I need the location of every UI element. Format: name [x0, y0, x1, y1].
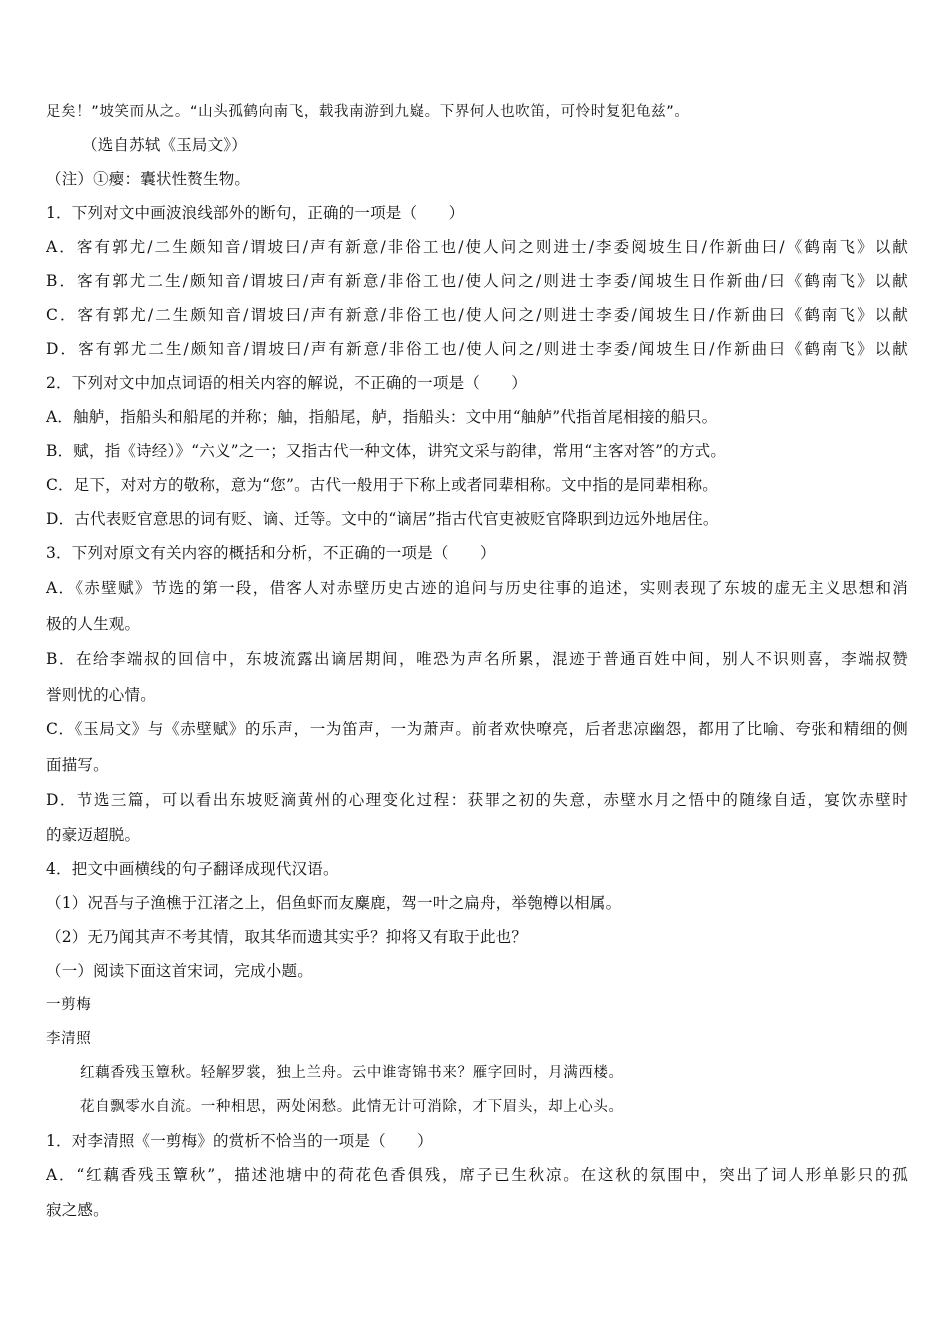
poem-stanza-2: 花自飘零水自流。一种相思，两处闲愁。此情无计可消除，才下眉头，却上心头。 — [80, 1099, 624, 1115]
question-3-option-c-line1: C．《玉局文》与《赤壁赋》的乐声，一为笛声，一为萧声。前者欢快嘹亮，后者悲凉幽怨，都用了比喻、夸张和精细的侧 — [46, 720, 908, 738]
question-1-stem: 1．下列对文中画波浪线部外的断句，正确的一项是（ ） — [46, 204, 465, 222]
poem-question-1-option-a-line1: A．“红藕香残玉簟秋”，描述池塘中的荷花色香俱残，席子已生秋凉。在这秋的氛围中，突出了词人形单影只的孤 — [46, 1166, 908, 1184]
question-1-option-d: D．客有郭尤二生/颇知音/谓坡曰/声有新意/非俗工也/使人问之/则进士李委/闻坡生日/作新曲曰《鹤南飞》以献 — [46, 340, 908, 358]
question-2-option-b: B．赋，指《诗经）》“六义”之一；又指古代一种文体，讲究文采与韵律，常用“主客对答”的方式。 — [46, 442, 727, 460]
question-4-item-1: （1）况吾与子渔樵于江渚之上，侣鱼虾而友麋鹿，驾一叶之扁舟，举匏樽以相属。 — [46, 894, 622, 912]
source-citation: （选自苏轼《玉局文》） — [82, 136, 247, 154]
question-3-option-d-line1: D．节选三篇，可以看出东坡贬滴黄州的心理变化过程：获罪之初的失意，赤壁水月之悟中的随缘自适，宴饮赤壁时 — [46, 791, 908, 809]
question-3-option-a-line1: A．《赤壁赋》节选的第一段，借客人对赤壁历史古迹的追问与历史往事的追述，实则表现了东坡的虚无主义思想和消 — [46, 579, 908, 597]
question-1-option-a: A．客有郭尤/二生颇知音/谓坡曰/声有新意/非俗工也/使人问之则进士/李委阅坡生日/作新曲曰/《鹤南飞》以献 — [46, 238, 908, 256]
question-3-stem: 3．下列对原文有关内容的概括和分析，不正确的一项是（ ） — [46, 544, 496, 562]
question-3-option-c-line2: 面描写。 — [46, 756, 109, 774]
question-3-option-a-line2: 极的人生观。 — [46, 615, 141, 633]
question-3-option-b-line2: 誉则忧的心情。 — [46, 686, 156, 704]
section-heading: （一）阅读下面这首宋词，完成小题。 — [46, 962, 313, 980]
question-3-option-d-line2: 的豪迈超脱。 — [46, 826, 141, 844]
poem-question-1-option-a-line2: 寂之感。 — [46, 1201, 109, 1219]
question-1-option-c: C．客有郭尤/二生颇知音/谓坡曰/声有新意/非俗工也/使人问之/则进士李委/闻坡生日/作新曲曰《鹤南飞》以献 — [46, 306, 908, 324]
question-2-stem: 2．下列对文中加点词语的相关内容的解说，不正确的一项是（ ） — [46, 374, 528, 392]
poem-line-continuation: 足矣！”坡笑而从之。“山头孤鹤向南飞，载我南游到九嶷。下界何人也吹笛，可怜时复犯龟兹”。 — [46, 104, 690, 120]
question-4-stem: 4．把文中画横线的句子翻译成现代汉语。 — [46, 860, 339, 878]
annotation-note: （注）①瘿：囊状性赘生物。 — [46, 170, 251, 188]
poem-author: 李清照 — [46, 1031, 92, 1047]
question-2-option-d: D．古代表贬官意思的词有贬、谪、迁等。文中的“谪居”指古代官吏被贬官降职到边远外地居住。 — [46, 510, 719, 528]
poem-question-1-stem: 1．对李清照《一剪梅》的赏析不恰当的一项是（ ） — [46, 1132, 433, 1150]
question-2-option-a: A．舳舻，指船头和船尾的并称；舳，指船尾，舻，指船头：文中用“舳舻”代指首尾相接的船只。 — [46, 408, 718, 426]
poem-title: 一剪梅 — [46, 997, 92, 1013]
question-1-option-b: B．客有郭尤二生/颇知音/谓坡曰/声有新意/非俗工也/使人问之/则进士李委/闻坡生日作新曲/曰《鹤南飞》以献 — [46, 272, 908, 290]
question-2-option-c: C．足下，对对方的敬称，意为“您”。古代一般用于下称上或者同辈相称。文中指的是同辈相称。 — [46, 476, 719, 494]
question-4-item-2: （2）无乃闻其声不考其情，取其华而遗其实乎？抑将又有取于此也？ — [46, 928, 528, 946]
poem-stanza-1: 红藕香残玉簟秋。轻解罗裳，独上兰舟。云中谁寄锦书来？雁字回时，月满西楼。 — [80, 1065, 624, 1081]
question-3-option-b-line1: B．在给李端叔的回信中，东坡流露出谪居期间，唯恐为声名所累，混迹于普通百姓中间，别人不识则喜，李端叔赞 — [46, 650, 908, 668]
